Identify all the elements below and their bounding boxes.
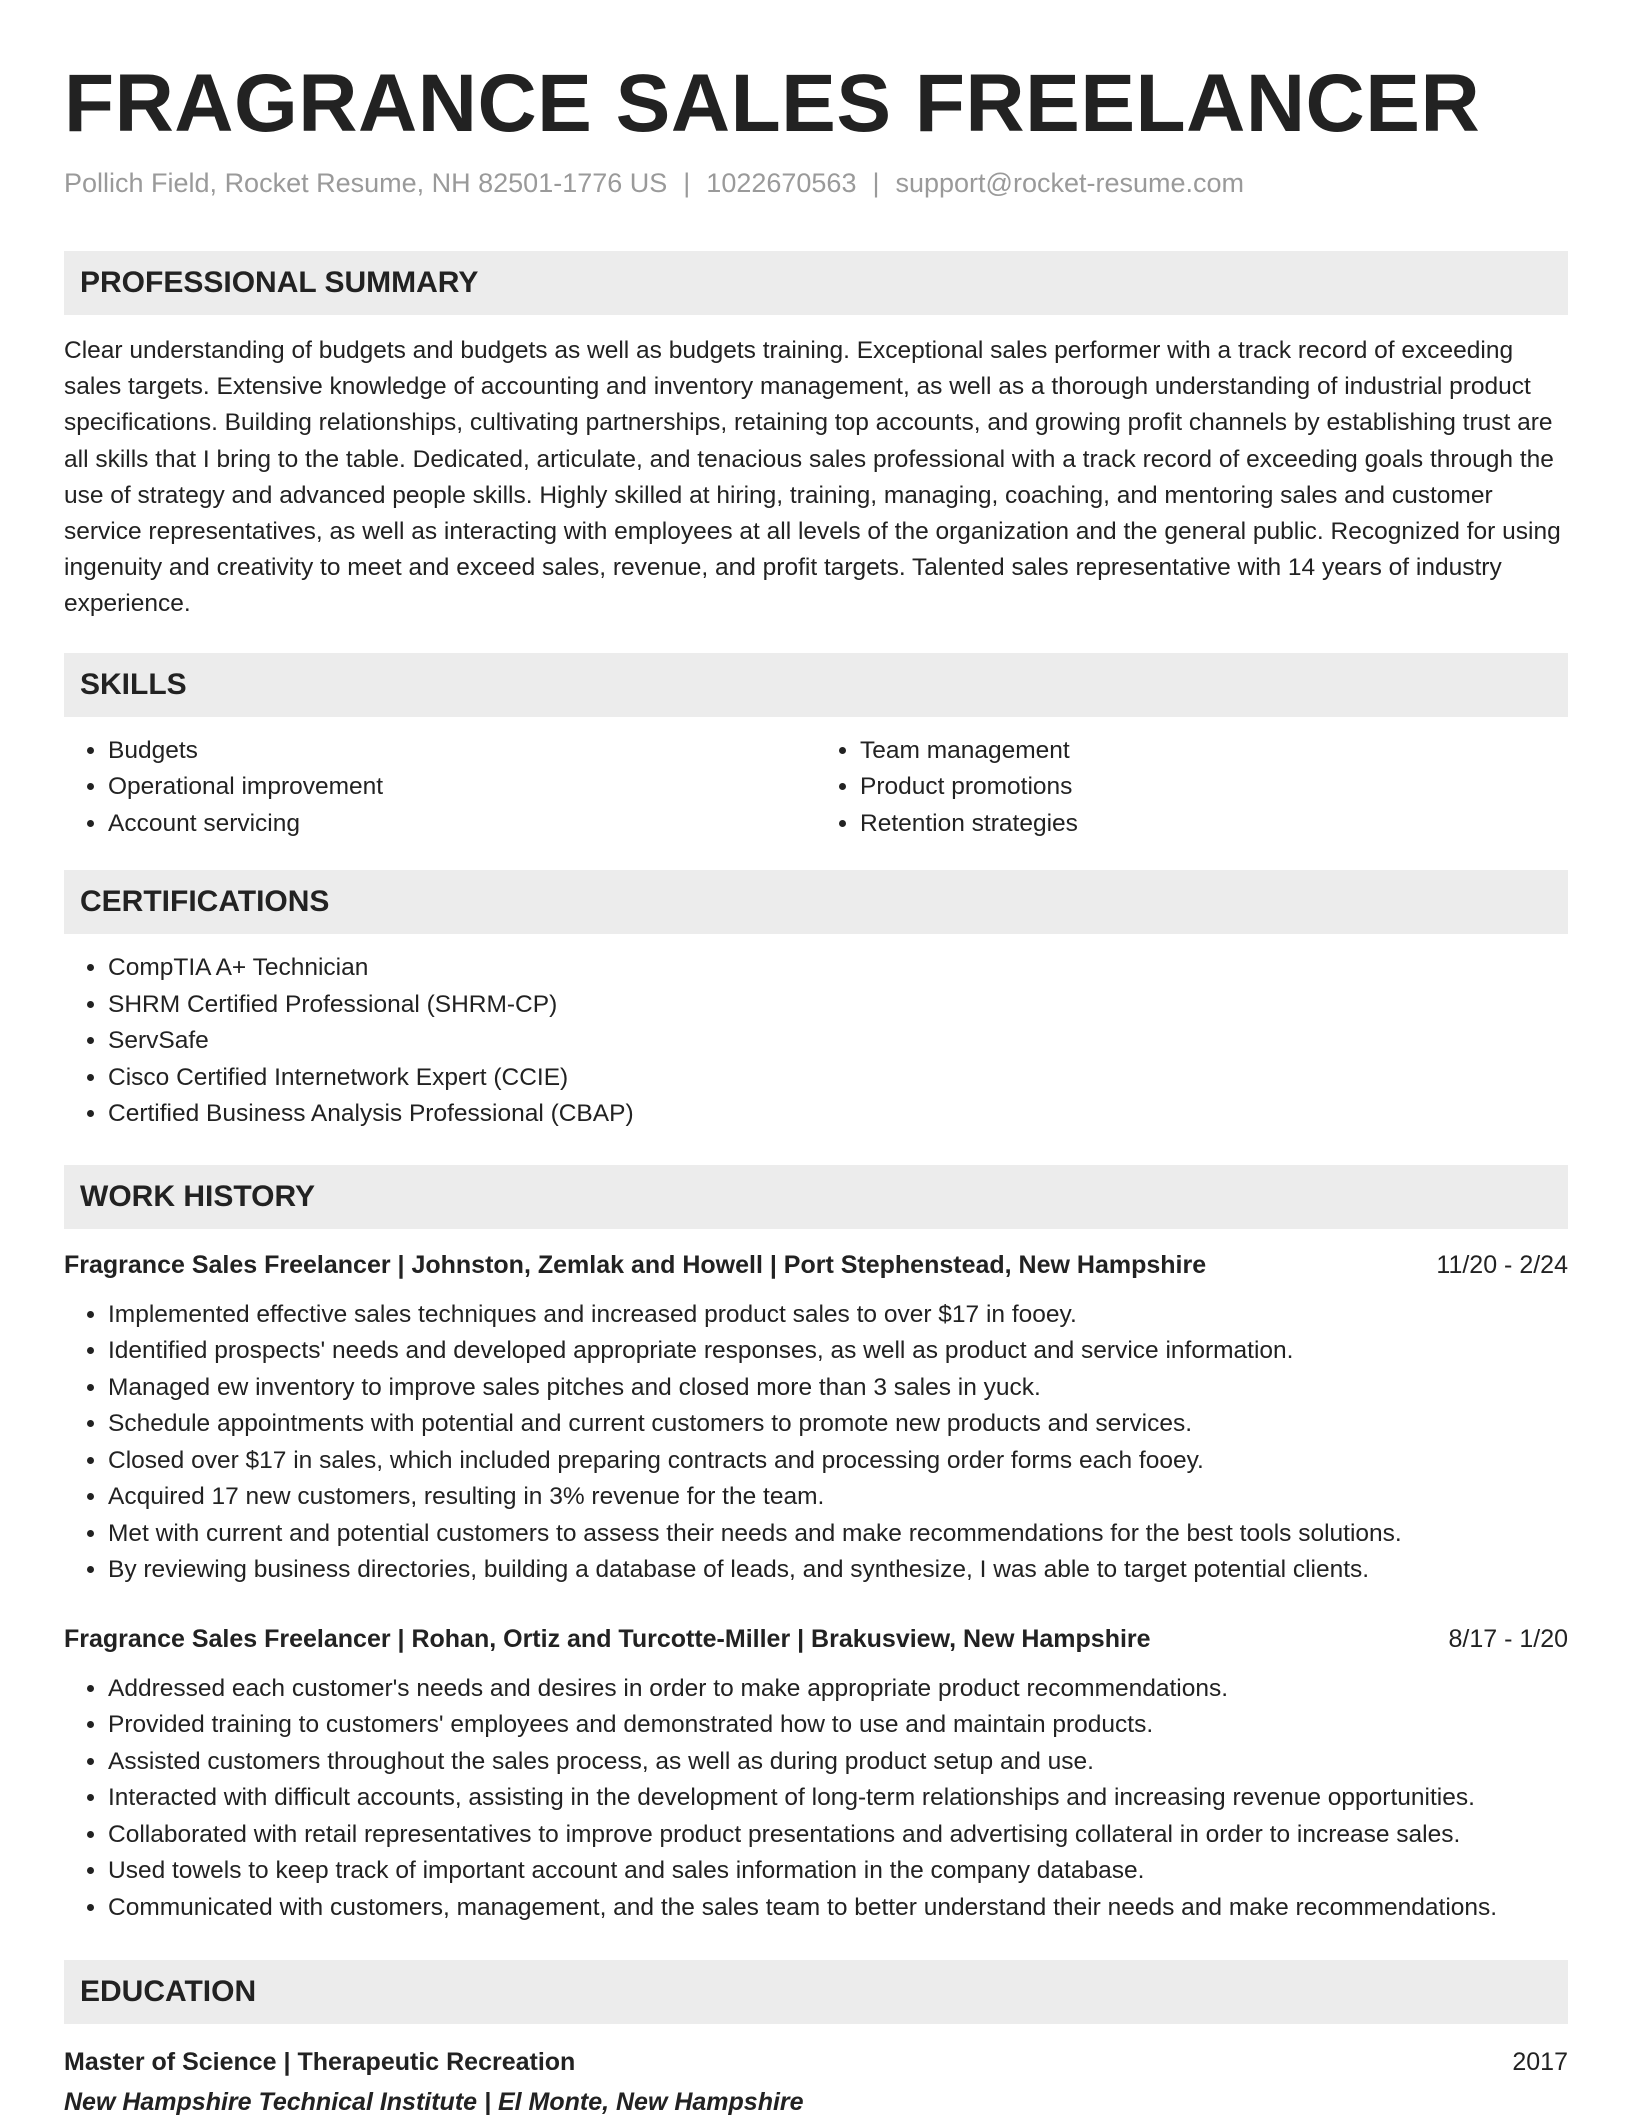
skill-item: • Operational improvement bbox=[108, 769, 816, 806]
skill-item: • Product promotions bbox=[860, 769, 1568, 806]
job-bullet: • Provided training to customers' employees and demonstrated how to use and maintain products. bbox=[108, 1707, 1568, 1744]
job-entry bbox=[64, 1621, 1568, 1927]
certification-item: • ServSafe bbox=[108, 1023, 1568, 1060]
job-bullet: • Communicated with customers, management, and the sales team to better understand their needs and make recommendations. bbox=[108, 1890, 1568, 1927]
certifications-list bbox=[64, 950, 1568, 1133]
contact-separator: | bbox=[683, 168, 691, 198]
section-header-skills: SKILLS bbox=[64, 653, 1568, 717]
job-dates: 8/17 - 1/20 bbox=[1448, 1624, 1568, 1653]
section-header-work-history: WORK HISTORY bbox=[64, 1165, 1568, 1229]
job-bullet: • Used towels to keep track of important account and sales information in the company database. bbox=[108, 1853, 1568, 1890]
job-bullet: • Assisted customers throughout the sales process, as well as during product setup and use. bbox=[108, 1744, 1568, 1781]
contact-address: Pollich Field, Rocket Resume, NH 82501-1776 US bbox=[64, 168, 668, 198]
job-dates: 11/20 - 2/24 bbox=[1436, 1250, 1568, 1279]
job-bullet: • Acquired 17 new customers, resulting in 3% revenue for the team. bbox=[108, 1479, 1568, 1516]
contact-separator: | bbox=[872, 168, 880, 198]
summary-text: Clear understanding of budgets and budgets as well as budgets training. Exceptional sales performer with a track record of exceeding sales targets. Extensive knowledge of accounting and inventory management, as well as a thorough understanding of industrial product specifications. Building relationships, cultivating partnerships, retaining top accounts, and growing profit channels by establishing trust are all skills that I bring to the table. Dedicated, articulate, and tenacious sales professional with a track record of exceeding goals through the use of strategy and advanced people skills. Highly skilled at hiring, training, managing, coaching, and mentoring sales and customer service representatives, as well as interacting with employees at all levels of the organization and the general public. Recognized for using ingenuity and creativity to meet and exceed sales, revenue, and profit targets. Talented sales representative with 14 years of industry experience. bbox=[64, 337, 1561, 618]
skill-item: • Team management bbox=[860, 733, 1568, 770]
job-bullet: • Implemented effective sales techniques and increased product sales to over $17 in fooey. bbox=[108, 1297, 1568, 1334]
skill-item: • Retention strategies bbox=[860, 806, 1568, 843]
job-bullet: • By reviewing business directories, building a database of leads, and synthesize, I was able to target potential clients. bbox=[108, 1552, 1568, 1589]
job-title: Fragrance Sales Freelancer | Johnston, Zemlak and Howell | Port Stephenstead, New Hampshire bbox=[64, 1250, 1207, 1279]
education-heading bbox=[64, 2044, 1568, 2080]
education-degree: Master of Science | Therapeutic Recreation bbox=[64, 2048, 576, 2077]
skill-item: • Account servicing bbox=[108, 806, 816, 843]
skills-list bbox=[64, 733, 1568, 843]
job-bullets bbox=[64, 1671, 1568, 1927]
job-bullets bbox=[64, 1297, 1568, 1589]
job-bullet: • Closed over $17 in sales, which included preparing contracts and processing order forms each fooey. bbox=[108, 1443, 1568, 1480]
job-title: Fragrance Sales Freelancer | Rohan, Ortiz and Turcotte-Miller | Brakusview, New Hampshire bbox=[64, 1624, 1151, 1653]
job-heading bbox=[64, 1247, 1568, 1283]
job-bullet: • Interacted with difficult accounts, assisting in the development of long-term relationships and increasing revenue opportunities. bbox=[108, 1780, 1568, 1817]
section-header-education: EDUCATION bbox=[64, 1960, 1568, 2024]
contact-phone: 1022670563 bbox=[706, 168, 857, 198]
education-year: 2017 bbox=[1512, 2048, 1568, 2077]
certification-item: • CompTIA A+ Technician bbox=[108, 950, 1568, 987]
job-bullet: • Schedule appointments with potential and current customers to promote new products and services. bbox=[108, 1406, 1568, 1443]
contact-email: support@rocket-resume.com bbox=[895, 168, 1245, 198]
certification-item: • Cisco Certified Internetwork Expert (CCIE) bbox=[108, 1060, 1568, 1097]
job-bullet: • Managed ew inventory to improve sales pitches and closed more than 3 sales in yuck. bbox=[108, 1370, 1568, 1407]
education-school: New Hampshire Technical Institute | El Monte, New Hampshire bbox=[64, 2088, 804, 2117]
job-entry bbox=[64, 1247, 1568, 1589]
contact-line bbox=[64, 168, 1568, 199]
resume-name: FRAGRANCE SALES FREELANCER bbox=[64, 58, 1481, 149]
skills-column-right bbox=[816, 733, 1568, 843]
section-header-certifications: CERTIFICATIONS bbox=[64, 870, 1568, 934]
section-header-summary: PROFESSIONAL SUMMARY bbox=[64, 251, 1568, 315]
job-bullet: • Identified prospects' needs and developed appropriate responses, as well as product and service information. bbox=[108, 1333, 1568, 1370]
job-bullet: • Met with current and potential customers to assess their needs and make recommendations for the best tools solutions. bbox=[108, 1516, 1568, 1553]
skills-column-left bbox=[64, 733, 816, 843]
job-bullet: • Addressed each customer's needs and desires in order to make appropriate product recommendations. bbox=[108, 1671, 1568, 1708]
job-heading bbox=[64, 1621, 1568, 1657]
certification-item: • Certified Business Analysis Professional (CBAP) bbox=[108, 1096, 1568, 1133]
certification-item: • SHRM Certified Professional (SHRM-CP) bbox=[108, 987, 1568, 1024]
skill-item: • Budgets bbox=[108, 733, 816, 770]
job-bullet: • Collaborated with retail representatives to improve product presentations and advertising collateral in order to increase sales. bbox=[108, 1817, 1568, 1854]
